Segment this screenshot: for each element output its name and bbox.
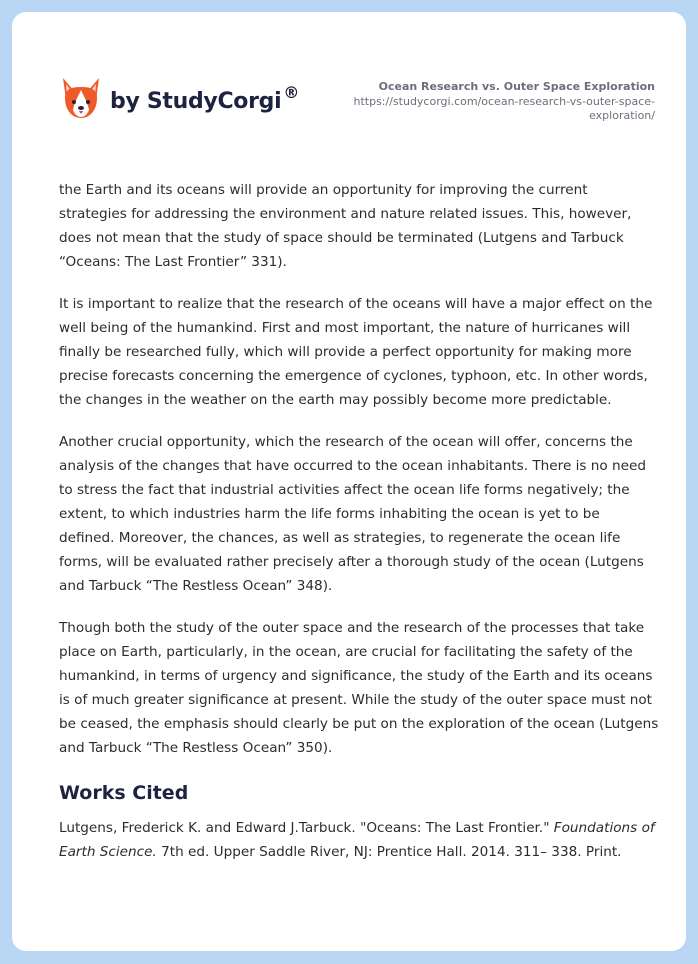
brand-name bbox=[110, 82, 300, 114]
studycorgi-logo[interactable] bbox=[60, 76, 299, 122]
brand-text: by StudyCorgi bbox=[110, 88, 282, 114]
works-cited-heading: Works Cited bbox=[59, 782, 189, 804]
paragraph: Though both the study of the outer space and the research of the processes that take place on Earth, particularly, in the ocean, are crucial for facilitating the safety of the humankind, in terms of urgency and significance, the study of the Earth and its oceans is of much greater significance at present. While the study of the outer space must not be ceased, the emphasis should clearly be put on the exploration of the ocean (Lutgens and Tarbuck “The Restless Ocean” 350). bbox=[59, 620, 659, 756]
citation-details: 7th ed. Upper Saddle River, NJ: Prentice Hall. 2014. 311– 338. Print. bbox=[156, 844, 622, 860]
document-url[interactable]: https://studycorgi.com/ocean-research-vs-outer-space-exploration/ bbox=[353, 95, 655, 122]
citation-entry bbox=[59, 816, 659, 864]
citation-authors-title: Lutgens, Frederick K. and Edward J.Tarbuck. "Oceans: The Last Frontier." bbox=[59, 820, 550, 836]
document-page bbox=[12, 12, 686, 951]
document-meta bbox=[325, 80, 655, 123]
paragraph: It is important to realize that the research of the oceans will have a major effect on the well being of the humankind. First and most important, the nature of hurricanes will finally be researched fully, which will provide a perfect opportunity for making more precise forecasts concerning the emergence of cyclones, typhoon, etc. In other words, the changes in the weather on the earth may possibly become more predictable. bbox=[59, 296, 653, 408]
registered-mark: ® bbox=[283, 82, 300, 102]
document-title: Ocean Research vs. Outer Space Exploration bbox=[378, 80, 655, 93]
essay-body bbox=[59, 178, 659, 864]
paragraph: Another crucial opportunity, which the research of the ocean will offer, concerns the analysis of the changes that have occurred to the ocean inhabitants. There is no need to stress the fact that industrial activities affect the ocean life forms negatively; the extent, to which industries harm the life forms inhabiting the ocean is yet to be defined. Moreover, the chances, as well as strategies, to regenerate the ocean life forms, will be evaluated rather precisely after a thorough study of the ocean (Lutgens and Tarbuck “The Restless Ocean” 348). bbox=[59, 434, 647, 594]
paragraph: the Earth and its oceans will provide an opportunity for improving the current strategies for addressing the environment and nature related issues. This, however, does not mean that the study of space should be terminated (Lutgens and Tarbuck “Oceans: The Last Frontier” 331). bbox=[59, 182, 632, 270]
citation-book-title: Foundations of Earth Science. bbox=[59, 820, 655, 860]
corgi-logo-icon bbox=[60, 76, 102, 122]
